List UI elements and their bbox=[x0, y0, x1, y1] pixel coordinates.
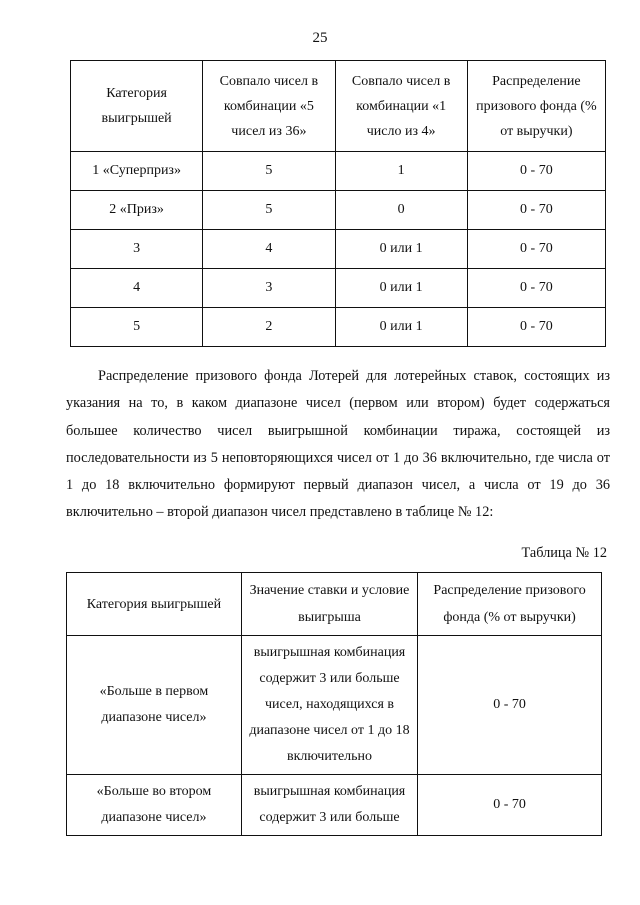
header-prize-fund: Распределение призового фонда (% от выручки) bbox=[467, 61, 605, 152]
header-prize-fund: Распределение призового фонда (% от выручки) bbox=[418, 573, 602, 636]
cell-prize-fund: 0 - 70 bbox=[418, 636, 602, 775]
header-matched-5-of-36: Совпало чисел в комбинации «5 чисел из 36» bbox=[203, 61, 335, 152]
cell-prize-fund: 0 - 70 bbox=[467, 308, 605, 347]
page-number: 25 bbox=[312, 30, 328, 46]
cell-category: 1 «Суперприз» bbox=[71, 152, 203, 191]
cell-category: 3 bbox=[71, 230, 203, 269]
table-row bbox=[71, 191, 606, 230]
body-paragraph: Распределение призового фонда Лотерей для лотерейных ставок, состоящих из указания на то, в каком диапазоне чисел (первом или втором) будет содержаться большее количество чисел выигрышной комбинации тиража, состоящей из последовательности из 5 неповторяющихся чисел от 1 до 36 включительно, где числа от 1 до 18 включительно формируют первый диапазон чисел, а числа от 19 до 36 включительно – второй диапазон чисел представлено в таблице № 12: bbox=[66, 368, 610, 521]
cell-bet-condition: выигрышная комбинация содержит 3 или больше bbox=[241, 775, 417, 836]
cell-category: 4 bbox=[71, 269, 203, 308]
table-row bbox=[71, 269, 606, 308]
table-row bbox=[71, 152, 606, 191]
cell-category: «Больше во втором диапазоне чисел» bbox=[67, 775, 242, 836]
cell-matched-1-of-4: 1 bbox=[335, 152, 467, 191]
cell-matched-5-of-36: 5 bbox=[203, 191, 335, 230]
header-matched-1-of-4: Совпало чисел в комбинации «1 число из 4» bbox=[335, 61, 467, 152]
header-bet-condition: Значение ставки и условие выигрыша bbox=[241, 573, 417, 636]
cell-matched-5-of-36: 2 bbox=[203, 308, 335, 347]
cell-category: 5 bbox=[71, 308, 203, 347]
cell-category: 2 «Приз» bbox=[71, 191, 203, 230]
header-category: Категория выигрышей bbox=[71, 61, 203, 152]
range-prize-table bbox=[66, 572, 602, 836]
cell-bet-condition: выигрышная комбинация содержит 3 или больше чисел, находящихся в диапазоне чисел от 1 до 18 включительно bbox=[241, 636, 417, 775]
cell-matched-1-of-4: 0 или 1 bbox=[335, 269, 467, 308]
cell-matched-5-of-36: 3 bbox=[203, 269, 335, 308]
table-header-row bbox=[71, 61, 606, 152]
cell-matched-1-of-4: 0 или 1 bbox=[335, 230, 467, 269]
table-row bbox=[71, 230, 606, 269]
cell-prize-fund: 0 - 70 bbox=[467, 191, 605, 230]
cell-matched-1-of-4: 0 или 1 bbox=[335, 308, 467, 347]
table-header-row bbox=[67, 573, 602, 636]
cell-prize-fund: 0 - 70 bbox=[467, 230, 605, 269]
prize-distribution-table bbox=[70, 60, 606, 347]
cell-matched-5-of-36: 4 bbox=[203, 230, 335, 269]
cell-category: «Больше в первом диапазоне чисел» bbox=[67, 636, 242, 775]
table-caption: Таблица № 12 bbox=[521, 545, 607, 561]
cell-matched-1-of-4: 0 bbox=[335, 191, 467, 230]
table-row bbox=[67, 636, 602, 775]
table-row bbox=[71, 308, 606, 347]
table-row bbox=[67, 775, 602, 836]
cell-matched-5-of-36: 5 bbox=[203, 152, 335, 191]
cell-prize-fund: 0 - 70 bbox=[467, 269, 605, 308]
cell-prize-fund: 0 - 70 bbox=[467, 152, 605, 191]
header-category: Категория выигрышей bbox=[67, 573, 242, 636]
cell-prize-fund: 0 - 70 bbox=[418, 775, 602, 836]
